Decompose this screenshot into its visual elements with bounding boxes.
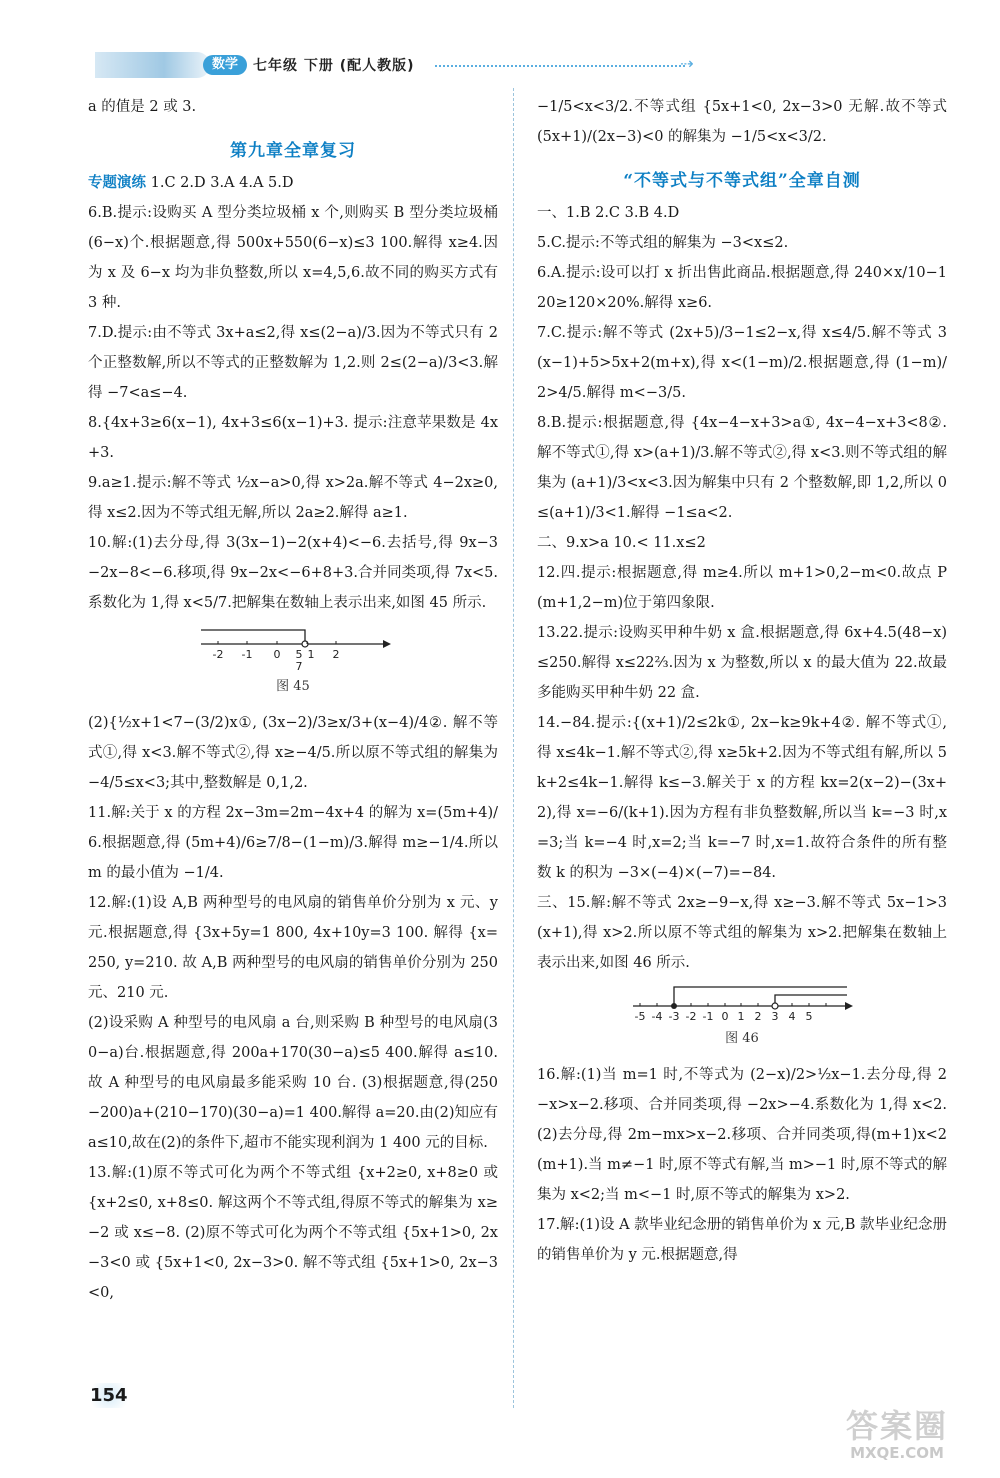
fig46-tick: 2 — [754, 1010, 762, 1023]
fig46-tick: -3 — [668, 1010, 680, 1023]
fig45-tick: 5 — [295, 648, 303, 661]
number-line-fig46 — [627, 982, 857, 1024]
answer-7: 7.D.提示:由不等式 3x+a≤2,得 x≤(2−a)/3.因为不等式只有 2 个正整数解,所以不等式的正整数解为 1,2.则 2≤(2−a)/3<3.解得 −7<a≤−4. — [88, 325, 498, 401]
fig46-tick: -2 — [685, 1010, 697, 1023]
answer-12-part2: (2)设采购 A 种型号的电风扇 a 台,则采购 B 种型号的电风扇(30−a)台.根据题意,得 200a+170(30−a)≤5 400.解得 a≤10.故 A 种型号的电风扇最多能采购 10 台. (3)根据题意,得(250−200)a+(210−170)(30−a)=1 400.解得 a=20.由(2)知应有 a≤10,故在(2)的条件下,超市不能实现利润为 1 400 元的目标. — [88, 1015, 498, 1151]
test-answer-14: 14.−84.提示:{(x+1)/2≤2k①, 2x−k≥9k+4②. 解不等式①,得 x≤4k−1.解不等式②,得 x≥5k+2.因为不等式组有解,所以 5k+2≤4k−1.解得 k≤−3.解关于 x 的方程 kx=2(x−2)−(3x+2),得 x=−6/(k+1).因为方程有非负整数解,所以当 k=−3 时,x=3;当 k=−4 时,x=2;当 k=−7 时,x=1.故符合条件的所有整数 k 的积为 −3×(−4)×(−7)=−84. — [537, 715, 947, 881]
test-answer-12: 12.四.提示:根据题意,得 m≥4.所以 m+1>0,2−m<0.故点 P(m+1,2−m)位于第四象限. — [537, 565, 947, 611]
right-column — [537, 92, 947, 1270]
answer-10-part2: (2){½x+1<7−(3/2)x①, (3x−2)/3≥x/3+(x−4)/4②. 解不等式①,得 x<3.解不等式②,得 x≥−4/5.所以原不等式组的解集为 −4/5≤x<3;其中,整数解是 0,1,2. — [88, 715, 498, 791]
left-column — [88, 92, 498, 1308]
page-number: 154 — [86, 1383, 132, 1408]
fig46-tick: -1 — [702, 1010, 714, 1023]
figure-caption-45: 图 45 — [276, 679, 310, 694]
number-line-fig45 — [193, 622, 393, 672]
test-answer-7: 7.C.提示:解不等式 (2x+5)/3−1≤2−x,得 x≤4/5.解不等式 3(x−1)+5>5x+2(m+x),得 x<(1−m)/2.根据题意,得 (1−m)/2>4/5.解得 m<−3/5. — [537, 325, 947, 401]
fig45-tick: -2 — [212, 648, 224, 661]
fig46-tick: 1 — [737, 1010, 745, 1023]
answer-8: 8.{4x+3≥6(x−1), 4x+3≤6(x−1)+3. 提示:注意苹果数是 4x+3. — [88, 415, 498, 461]
test-answer-8: 8.B.提示:根据题意,得 {4x−4−x+3>a①, 4x−4−x+3<8②. 解不等式①,得 x>(a+1)/3.解不等式②,得 x<3.则不等式组的解集为 (a+1)/3<x<3.因为解集中只有 2 个整数解,即 1,2,所以 0≤(a+1)/3<1.解得 −1≤a<2. — [537, 415, 947, 521]
test-answer-17: 17.解:(1)设 A 款毕业纪念册的销售单价为 x 元,B 款毕业纪念册的销售单价为 y 元.根据题意,得 — [537, 1217, 947, 1263]
test-answer-16: 16.解:(1)当 m=1 时,不等式为 (2−x)/2>½x−1.去分母,得 2−x>x−2.移项、合并同类项,得 −2x>−4.系数化为 1,得 x<2. (2)去分母,得 2m−mx>x−2.移项、合并同类项,得(m+1)x<2(m+1).当 m≠−1 时,原不等式有解,当 m>−1 时,原不等式的解集为 x<2;当 m<−1 时,原不等式的解集为 x>2. — [537, 1067, 947, 1203]
fig46-tick: -4 — [651, 1010, 663, 1023]
fig45-tick: 2 — [332, 648, 340, 661]
fig45-tick: 0 — [273, 648, 281, 661]
figure-caption-46: 图 46 — [725, 1031, 759, 1046]
test-answer-6: 6.A.提示:设可以打 x 折出售此商品.根据题意,得 240×x/10−120≥120×20%.解得 x≥6. — [537, 265, 947, 311]
book-title: 七年级 下册 (配人教版) — [253, 58, 415, 74]
fig46-tick: 0 — [721, 1010, 729, 1023]
header-decoration — [95, 52, 210, 78]
fig45-tick: -1 — [241, 648, 253, 661]
test-answer-5: 5.C.提示:不等式组的解集为 −3<x≤2. — [537, 235, 789, 251]
answer-11: 11.解:关于 x 的方程 2x−3m=2m−4x+4 的解为 x=(5m+4)/6.根据题意,得 (5m+4)/6≥7/8−(1−m)/3.解得 m≥−1/4.所以 m 的最小值为 −1/4. — [88, 805, 498, 881]
self-test-title: “不等式与不等式组”全章自测 — [623, 171, 861, 191]
arrow-icon: ⇢ — [680, 54, 694, 73]
answer-12: 12.解:(1)设 A,B 两种型号的电风扇的销售单价分别为 x 元、y 元.根据题意,得 {3x+5y=1 800, 4x+10y=3 100. 解得 {x=250, y=210. 故 A,B 两种型号的电风扇的销售单价分别为 250 元、210 元. — [88, 895, 498, 1001]
watermark-url: MXQE.COM — [850, 1444, 944, 1462]
page-header — [95, 46, 695, 82]
answer-9: 9.a≥1.提示:解不等式 ½x−a>0,得 x>2a.解不等式 4−2x≥0,得 x≤2.因为不等式组无解,所以 2a≥2.解得 a≥1. — [88, 475, 498, 521]
part-one-answers: 一、1.B 2.C 3.B 4.D — [537, 205, 680, 221]
watermark-logo-text: 答案圈 — [845, 1407, 948, 1445]
answer-13: 13.解:(1)原不等式可化为两个不等式组 {x+2≥0, x+8≥0 或 {x+2≤0, x+8≤0. 解这两个不等式组,得原不等式的解集为 x≥−2 或 x≤−8. (2)原不等式可化为两个不等式组 {5x+1>0, 2x−3<0 或 {5x+1<0, 2x−3>0. 解不等式组 {5x+1>0, 2x−3<0, — [88, 1165, 498, 1301]
practice-answer-list: 1.C 2.D 3.A 4.A 5.D — [146, 175, 294, 191]
test-answer-15: 三、15.解:解不等式 2x≥−9−x,得 x≥−3.解不等式 5x−1>3(x+1),得 x>2.所以原不等式组的解集为 x>2.把解集在数轴上表示出来,如图 46 所示. — [537, 895, 947, 971]
subject-badge: 数学 — [203, 55, 247, 75]
part-two-answers: 二、9.x>a 10.< 11.x≤2 — [537, 535, 706, 551]
intro-line: a 的值是 2 或 3. — [88, 99, 197, 115]
practice-label: 专题演练 — [88, 174, 146, 191]
answer-13-continued: −1/5<x<3/2.不等式组 {5x+1<0, 2x−3>0 无解.故不等式 (5x+1)/(2x−3)<0 的解集为 −1/5<x<3/2. — [537, 99, 947, 145]
test-answer-13: 13.22.提示:设购买甲种牛奶 x 盒.根据题意,得 6x+4.5(48−x)≤250.解得 x≤22⅔.因为 x 为整数,所以 x 的最大值为 22.故最多能购买甲种牛奶 22 盒. — [537, 625, 947, 701]
fig46-tick: -5 — [634, 1010, 646, 1023]
fig45-denominator: 7 — [295, 660, 303, 672]
answer-10: 10.解:(1)去分母,得 3(3x−1)−2(x+4)<−6.去括号,得 9x−3−2x−8<−6.移项,得 9x−2x<−6+8+3.合并同类项,得 7x<5.系数化为 1,得 x<5/7.把解集在数轴上表示出来,如图 45 所示. — [88, 535, 498, 611]
fig45-tick: 1 — [307, 648, 315, 661]
watermark-logo — [822, 1408, 972, 1468]
header-dotted-line — [435, 65, 685, 67]
column-divider — [513, 88, 514, 1408]
fig46-tick: 3 — [771, 1010, 779, 1023]
answer-6: 6.B.提示:设购买 A 型分类垃圾桶 x 个,则购买 B 型分类垃圾桶(6−x)个.根据题意,得 500x+550(6−x)≤3 100.解得 x≥4.因为 x 及 6−x 均为非负整数,所以 x=4,5,6.故不同的购买方式有3 种. — [88, 205, 498, 311]
fig46-tick: 4 — [788, 1010, 796, 1023]
section-title: 第九章全章复习 — [230, 141, 356, 161]
fig46-tick: 5 — [805, 1010, 813, 1023]
practice-answers — [88, 168, 498, 198]
